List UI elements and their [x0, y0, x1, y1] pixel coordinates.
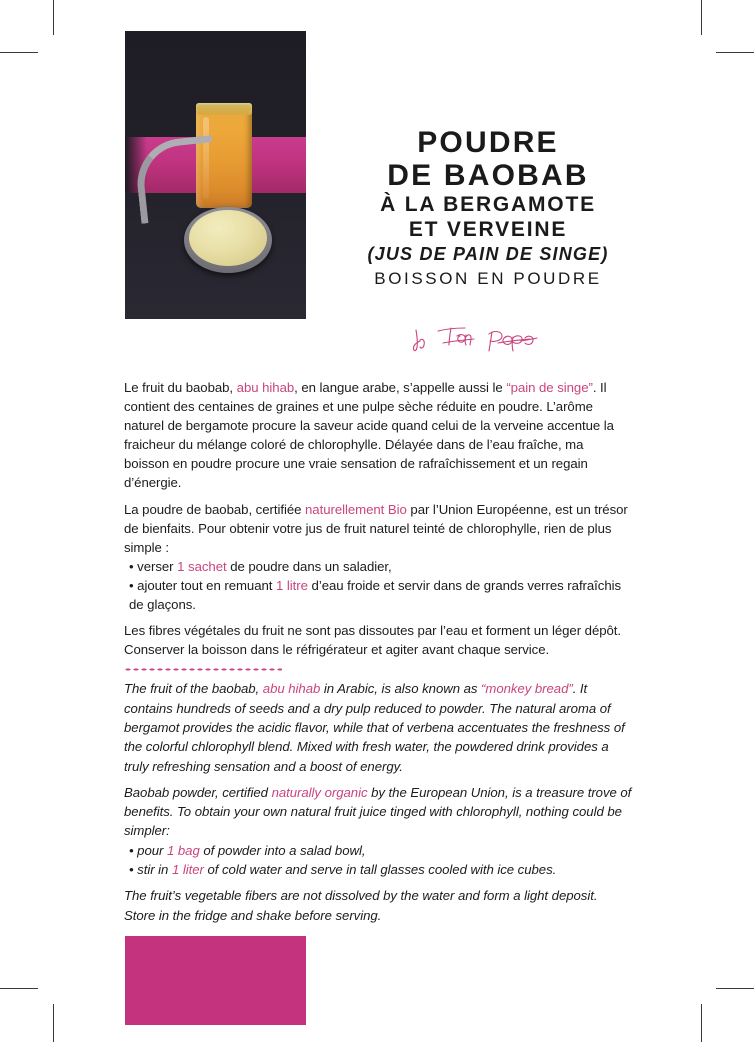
en-b2-a: • stir in: [129, 861, 172, 877]
fr-p2-accent-bio: naturellement Bio: [305, 501, 407, 517]
en-p1-a: The fruit of the baobab,: [124, 681, 263, 697]
title-line-2: DE BAOBAB: [387, 159, 589, 192]
fr-b2-a: • ajouter tout en remuant: [129, 577, 277, 593]
fr-p1-accent-abu-hihab: abu hihab: [236, 380, 295, 395]
en-b2-accent-liter: 1 liter: [171, 861, 204, 877]
fr-p1-c: . Il contient des centaines de graines et une pulpe sèche réduite en poudre. L’arôme naturel de bergamote procure la saveur acide quand celui de la verveine accentue la fraicheur du mélange coloré de chlorophylle. Délayée dans de l’eau fraîche, ma boisson en poudre procure une vraie sensation de rafraîchissement et un regain d’énergie.: [124, 380, 614, 491]
signature-icon: [408, 318, 538, 358]
en-bullet-2: [124, 860, 632, 879]
en-p1-b: in Arabic, is also known as: [320, 681, 482, 697]
crop-mark-bottom-right-vertical: [701, 1004, 702, 1042]
en-p2-b: by the European Union, is a treasure trove of benefits. To obtain your own natural fruit juice tinged with chlorophyll, nothing could be simpler:: [124, 784, 632, 839]
crop-mark-bottom-left-horizontal: [0, 988, 38, 989]
english-section: [124, 679, 632, 925]
fr-bullet-1: [124, 557, 632, 576]
fr-b1-b: de poudre dans un saladier,: [226, 558, 392, 574]
en-paragraph-1: [124, 679, 632, 775]
fr-p2-b: par l’Union Européenne, est un trésor de bienfaits. Pour obtenir votre jus de fruit naturel teinté de chlorophylle, rien de plus simple :: [124, 501, 628, 555]
fr-b1-accent-sachet: 1 sachet: [177, 558, 227, 574]
en-paragraph-2: [124, 783, 632, 841]
fr-bullet-list: [124, 557, 632, 614]
en-bullet-1: [124, 841, 632, 860]
crop-mark-top-left-horizontal: [0, 52, 38, 53]
fr-paragraph-1: [124, 378, 632, 493]
crop-mark-top-right-vertical: [701, 0, 702, 35]
title-line-3: À LA BERGAMOTE: [380, 193, 596, 216]
fr-p1-b: , en langue arabe, s’appelle aussi le: [294, 380, 507, 395]
brand-signature: [408, 318, 538, 358]
crop-mark-bottom-left-vertical: [53, 1004, 54, 1042]
title-line-1: POUDRE: [417, 126, 559, 159]
en-p2-accent-organic: naturally organic: [271, 784, 368, 800]
fr-p1-a: Le fruit du baobab,: [124, 380, 237, 395]
body-copy: [124, 378, 632, 932]
en-p1-accent-abu-hihab: abu hihab: [262, 681, 321, 697]
title-line-4: ET VERVEINE: [408, 218, 568, 241]
title-line-5-subtitle: (JUS DE PAIN DE SINGE): [367, 244, 609, 264]
en-b1-accent-bag: 1 bag: [167, 842, 200, 858]
product-title-block: [318, 126, 658, 292]
product-photo: [125, 31, 306, 319]
magenta-color-block: [125, 936, 306, 1025]
en-b1-b: of powder into a salad bowl,: [199, 842, 366, 858]
crop-mark-top-right-horizontal: [716, 52, 754, 53]
photo-baobab-powder: [189, 210, 267, 266]
fr-paragraph-3: Les fibres végétales du fruit ne sont pas dissoutes par l’eau et forment un léger dépôt. Conserver la boisson dans le réfrigérateur et agiter avant chaque service.: [124, 623, 622, 658]
en-p1-c: . It contains hundreds of seeds and a dry pulp reduced to powder. The natural aroma of bergamot provides the acidic flavor, while that of verbena accentuates the freshness of the colorful chlorophyll blend. Mixed with fresh water, the powdered drink provides a truly refreshing sensation and a boost of energy.: [124, 681, 625, 774]
french-section: [124, 378, 632, 659]
en-paragraph-3: The fruit’s vegetable fibers are not dissolved by the water and form a light deposit. Store in the fridge and shake before serving.: [124, 888, 598, 923]
fr-p1-accent-pain-de-singe: “pain de singe”: [506, 380, 593, 395]
fr-bullet-2: [124, 576, 632, 614]
section-divider-dotted: [124, 668, 282, 671]
en-bullet-list: [124, 841, 632, 880]
en-b2-b: of cold water and serve in tall glasses cooled with ice cubes.: [203, 861, 557, 877]
fr-b2-b: d’eau froide et servir dans de grands verres rafraîchis de glaçons.: [129, 577, 622, 613]
en-b1-a: • pour: [129, 842, 167, 858]
en-p2-a: Baobab powder, certified: [124, 784, 272, 800]
en-p1-accent-monkey-bread: “monkey bread”: [481, 681, 573, 697]
fr-paragraph-2: [124, 500, 632, 557]
crop-mark-top-left-vertical: [53, 0, 54, 35]
fr-b1-a: • verser: [129, 558, 178, 574]
title-line-6-category: BOISSON EN POUDRE: [374, 269, 602, 288]
fr-b2-accent-litre: 1 litre: [276, 577, 308, 593]
fr-p2-a: La poudre de baobab, certifiée: [124, 501, 306, 517]
crop-mark-bottom-right-horizontal: [716, 988, 754, 989]
